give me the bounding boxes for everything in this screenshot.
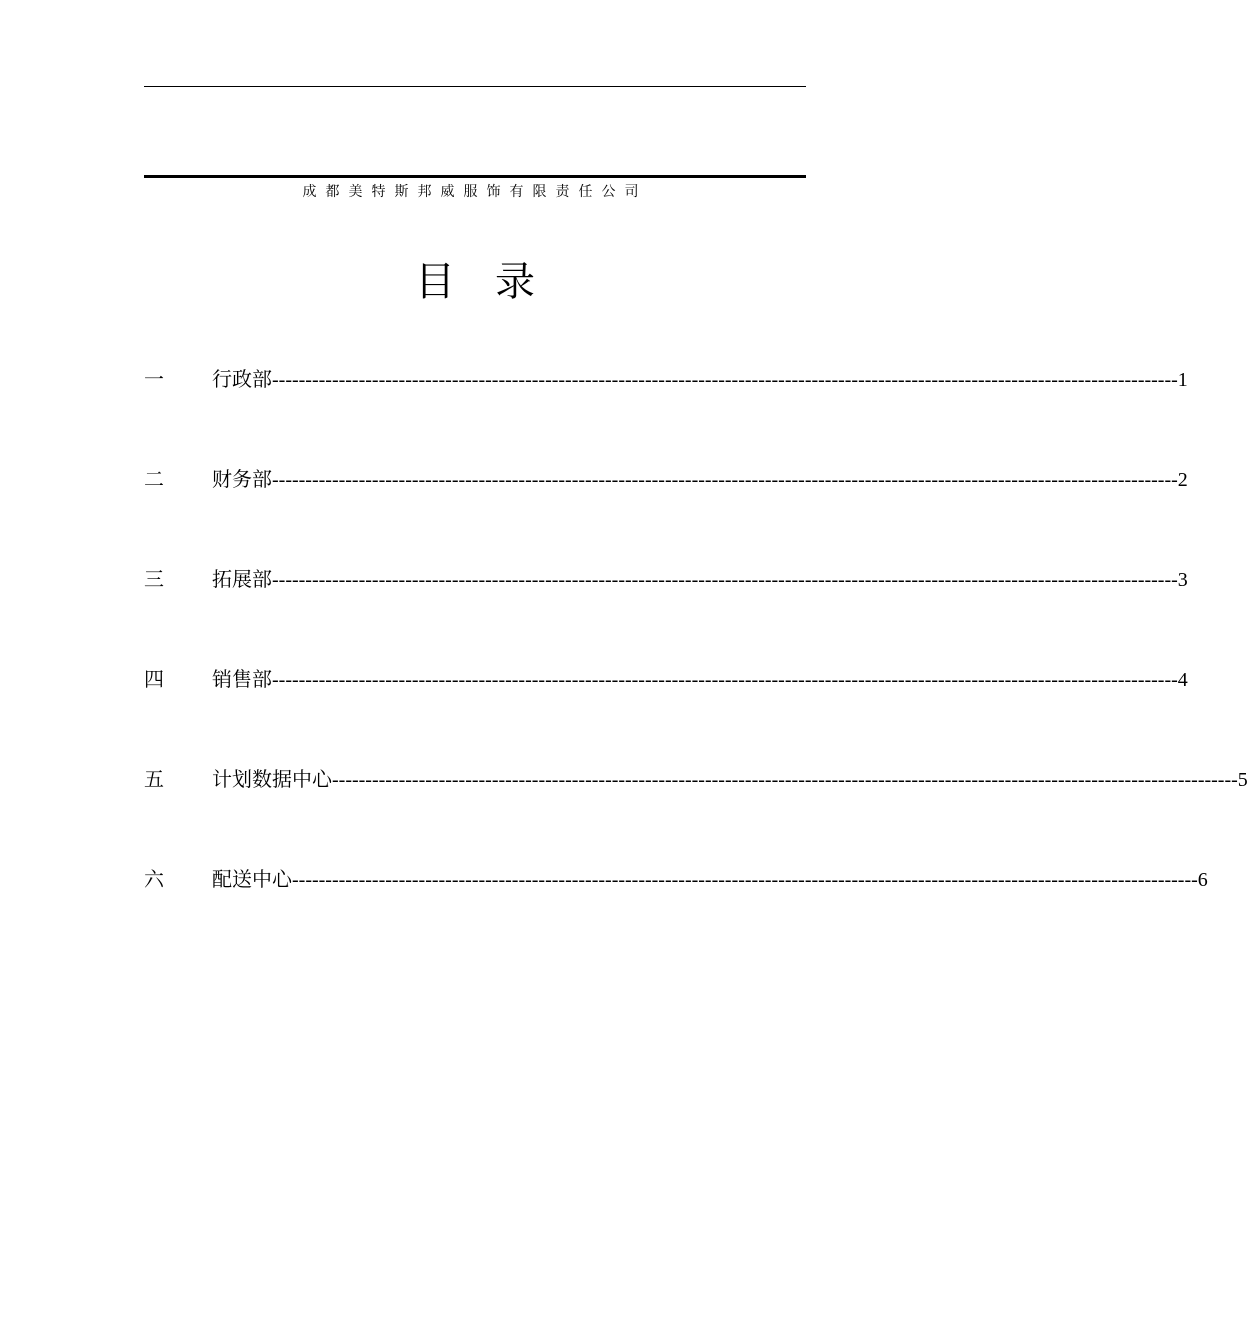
toc-item-page: 4: [1177, 669, 1188, 691]
title-char-1: 目: [415, 259, 455, 305]
toc-item-planning-data-center[interactable]: [144, 764, 1248, 794]
toc-item-admin[interactable]: [144, 364, 1188, 394]
header-rule-thick: [144, 175, 806, 178]
toc-item-page: 3: [1177, 569, 1188, 591]
table-of-contents: [144, 364, 1248, 964]
toc-leader-dashes: ----------------------------------------------------------------------------------------------------------------------------------------: [332, 769, 1238, 791]
toc-item-number: 四: [144, 667, 164, 691]
toc-item-number: 一: [144, 367, 164, 391]
toc-item-number: 六: [144, 867, 164, 891]
title-char-2: 录: [495, 259, 535, 305]
toc-item-page: 6: [1197, 869, 1208, 891]
toc-leader-dashes: ----------------------------------------------------------------------------------------------------------------------------------------: [272, 469, 1178, 491]
toc-item-number: 五: [144, 767, 164, 791]
company-name: 成都美特斯邦威服饰有限责任公司: [302, 184, 648, 200]
page-title: [144, 256, 806, 308]
toc-item-page: 2: [1177, 469, 1188, 491]
toc-item-label: 销售部: [212, 667, 272, 691]
toc-item-label: 配送中心: [212, 867, 292, 891]
header-rule-thin: [144, 86, 806, 87]
toc-item-expansion[interactable]: [144, 564, 1188, 594]
toc-item-number: 三: [144, 567, 164, 591]
toc-leader-dashes: ----------------------------------------------------------------------------------------------------------------------------------------: [272, 569, 1178, 591]
toc-item-label: 行政部: [212, 367, 272, 391]
toc-item-number: 二: [144, 467, 164, 491]
toc-item-label: 计划数据中心: [212, 767, 332, 791]
toc-leader-dashes: ----------------------------------------------------------------------------------------------------------------------------------------: [292, 869, 1198, 891]
toc-leader-dashes: ----------------------------------------------------------------------------------------------------------------------------------------: [272, 669, 1178, 691]
toc-item-distribution-center[interactable]: [144, 864, 1208, 894]
toc-item-sales[interactable]: [144, 664, 1188, 694]
toc-item-label: 财务部: [212, 467, 272, 491]
toc-item-page: 1: [1177, 369, 1188, 391]
toc-item-finance[interactable]: [144, 464, 1188, 494]
toc-item-label: 拓展部: [212, 567, 272, 591]
toc-item-page: 5: [1237, 769, 1248, 791]
toc-leader-dashes: ----------------------------------------------------------------------------------------------------------------------------------------: [272, 369, 1178, 391]
